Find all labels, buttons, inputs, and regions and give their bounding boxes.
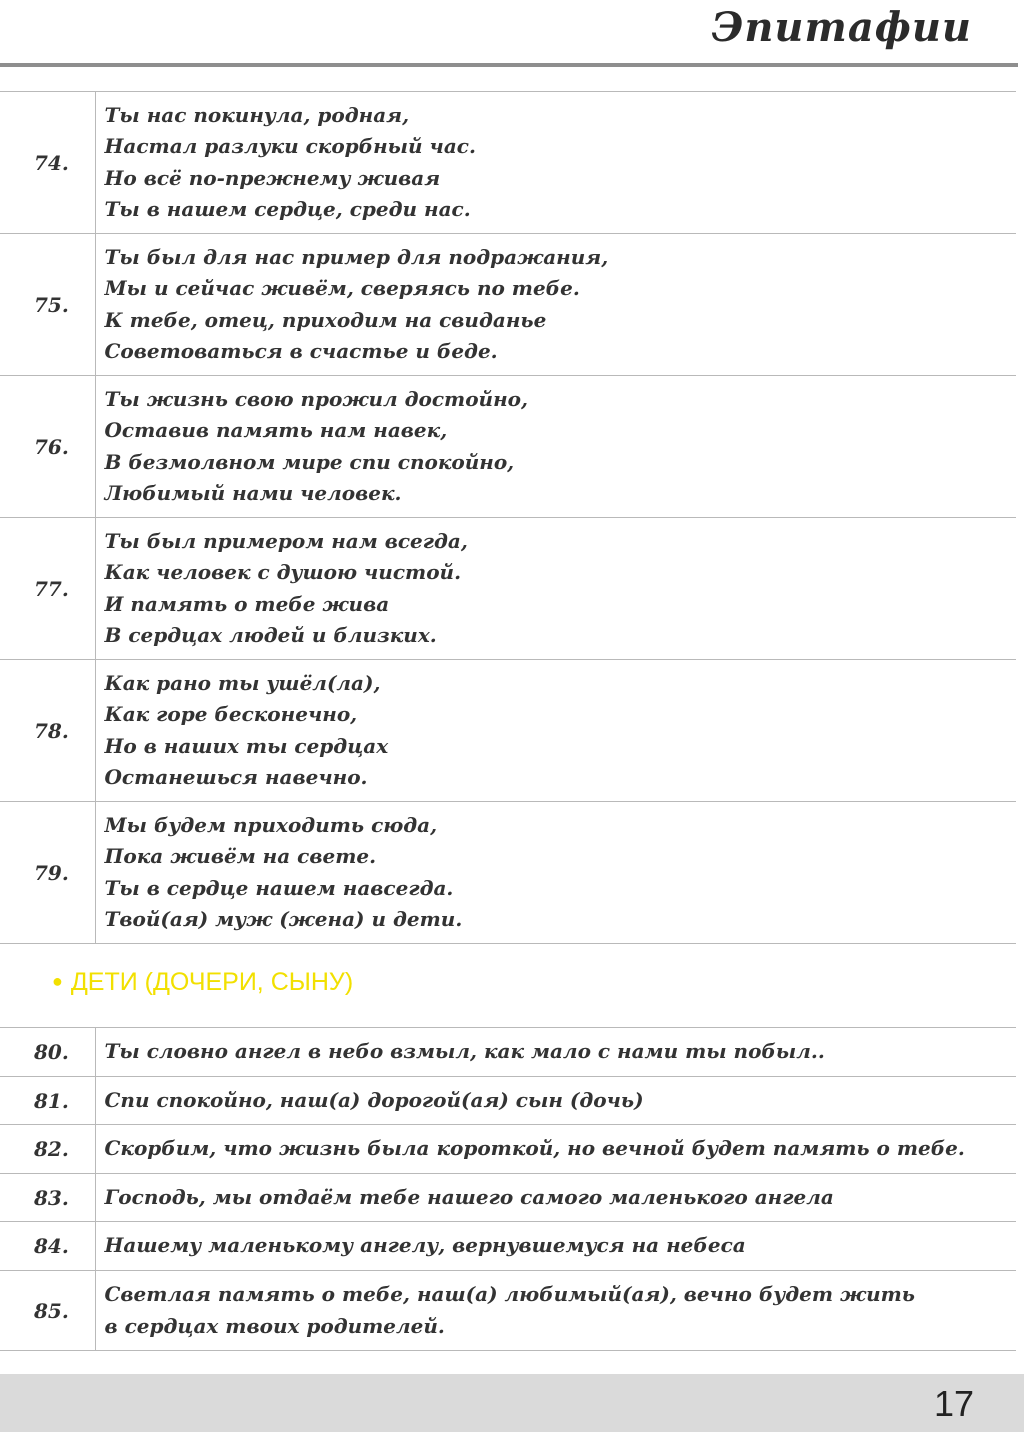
epitaph-text [95, 1222, 1016, 1271]
epitaph-number: 84. [0, 1222, 95, 1271]
section-heading [52, 968, 353, 997]
epitaph-line: Мы будем приходить сюда, [104, 812, 438, 837]
table-row [0, 1174, 1016, 1222]
table-row [0, 1222, 1016, 1271]
epitaph-line: Как человек с душою чистой. [104, 560, 462, 584]
epitaph-line: Как рано ты ушёл(ла), [104, 670, 381, 695]
epitaph-text [95, 518, 1016, 660]
epitaph-table [0, 91, 1016, 944]
epitaph-line: Ты нас покинула, родная, [104, 102, 410, 127]
table-row [0, 1028, 1016, 1077]
epitaph-line: Но в наших ты сердцах [104, 733, 389, 758]
table-row [0, 92, 1016, 234]
epitaph-line: Твой(ая) муж (жена) и дети. [104, 907, 463, 931]
bullet-icon: ● [52, 971, 63, 991]
epitaph-line: Ты был примером нам всегда, [104, 528, 468, 553]
table-row [0, 376, 1016, 518]
epitaph-line: Останешься навечно. [104, 765, 368, 789]
epitaph-line: И память о тебе жива [104, 591, 390, 616]
epitaph-number: 83. [0, 1174, 95, 1222]
epitaph-number: 76. [0, 376, 95, 518]
epitaph-number: 82. [0, 1125, 95, 1174]
epitaph-text [95, 1125, 1016, 1174]
epitaph-text [95, 1271, 1016, 1351]
epitaph-number: 85. [0, 1271, 95, 1351]
epitaph-number: 80. [0, 1028, 95, 1077]
table-row [0, 802, 1016, 944]
epitaph-text [95, 234, 1016, 376]
epitaph-text [95, 1077, 1016, 1125]
page-number: 17 [933, 1383, 974, 1424]
epitaph-line: Советоваться в счастье и беде. [104, 339, 498, 363]
epitaph-line: в сердцах твоих родителей. [104, 1313, 445, 1338]
epitaph-number: 79. [0, 802, 95, 944]
epitaph-line: Скорбим, что жизнь была короткой, но вечной будет память о тебе. [104, 1136, 965, 1161]
epitaph-line: В безмолвном мире спи спокойно, [104, 449, 515, 474]
epitaph-number: 77. [0, 518, 95, 660]
epitaph-line: Оставив память нам навек, [104, 418, 448, 442]
epitaph-text [95, 1028, 1016, 1077]
footer-bar [0, 1374, 1024, 1432]
table-row [0, 660, 1016, 802]
epitaph-text [95, 1174, 1016, 1222]
epitaph-line: Настал разлуки скорбный час. [104, 134, 476, 158]
epitaph-line: Как горе бесконечно, [104, 702, 358, 726]
table-row [0, 1271, 1016, 1351]
epitaph-line: Любимый нами человек. [104, 481, 402, 505]
epitaph-text [95, 660, 1016, 802]
epitaph-text [95, 802, 1016, 944]
section-title: ДЕТИ (ДОЧЕРИ, СЫНУ) [70, 968, 354, 996]
epitaph-line: Но всё по-прежнему живая [104, 165, 441, 190]
epitaph-number: 75. [0, 234, 95, 376]
epitaph-line: Ты в нашем сердце, среди нас. [104, 197, 471, 221]
table-row [0, 518, 1016, 660]
epitaph-line: Ты жизнь свою прожил достойно, [104, 386, 528, 411]
header-rule [0, 63, 1018, 67]
epitaph-text [95, 376, 1016, 518]
epitaph-number: 81. [0, 1077, 95, 1125]
epitaph-line: Ты словно ангел в небо взмыл, как мало с нами ты побыл.. [104, 1039, 825, 1064]
epitaph-line: Нашему маленькому ангелу, вернувшемуся на небеса [104, 1233, 746, 1258]
table-row [0, 1077, 1016, 1125]
table-row [0, 234, 1016, 376]
epitaph-line: Светлая память о тебе, наш(а) любимый(ая), вечно будет жить [104, 1282, 915, 1306]
epitaph-line: Ты был для нас пример для подражания, [104, 244, 609, 269]
epitaph-line: К тебе, отец, приходим на свиданье [104, 307, 547, 332]
epitaph-line: Ты в сердце нашем навсегда. [104, 875, 454, 900]
children-epitaph-table [0, 1027, 1016, 1351]
table-row [0, 1125, 1016, 1174]
epitaph-text [95, 92, 1016, 234]
epitaph-line: В сердцах людей и близких. [104, 623, 437, 647]
epitaph-line: Господь, мы отдаём тебе нашего самого маленького ангела [104, 1184, 834, 1209]
epitaph-line: Спи спокойно, наш(а) дорогой(ая) сын (дочь) [104, 1087, 644, 1112]
epitaph-line: Мы и сейчас живём, сверяясь по тебе. [104, 276, 580, 300]
epitaph-number: 78. [0, 660, 95, 802]
page-title: Эпитафии [711, 4, 972, 51]
epitaph-number: 74. [0, 92, 95, 234]
epitaph-line: Пока живём на свете. [104, 844, 377, 868]
